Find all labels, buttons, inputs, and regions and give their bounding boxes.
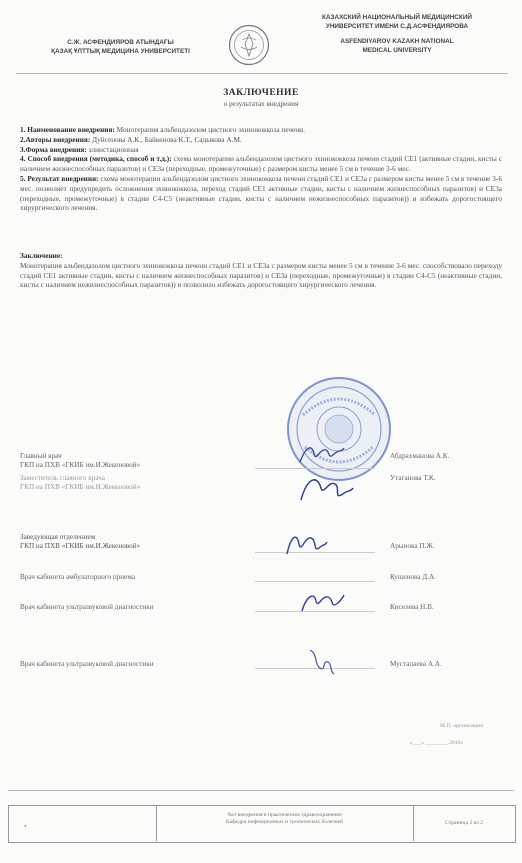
implementation-details — [20, 125, 502, 213]
item-form: 3.Форма внедрения: злинстационная — [20, 144, 139, 154]
stamp-place-label: М.П. организации — [440, 723, 484, 729]
item-method: 4. Способ внедрения (методика, способ и т.д.): схема монотерапии альбендазолом цистного эхинококкоза печени стадий CE1 (активные стадии, кисты с наличием жизнеспособных паразитов) и CE3a (переходные, промежуточные) с размером кисты менее 5 см в течение 3-6 мес. — [20, 154, 502, 174]
signatory-name-3: Арынова П.Ж. — [390, 542, 435, 550]
handwritten-signature-1 — [296, 440, 346, 470]
footer-page-number: Страница 2 из 2 — [445, 820, 483, 826]
footer-cell-middle — [156, 805, 414, 841]
conclusion-heading: Заключение: — [20, 251, 63, 260]
signatory-position-3: Заведующая отделением ГКП на ПХВ «ГКИБ им.И.Жекеновой» — [20, 533, 141, 550]
footer-divider — [8, 790, 514, 791]
handwritten-signature-6 — [300, 642, 340, 682]
handwritten-signature-2 — [295, 470, 355, 510]
header-right-line2: УНИВЕРСИТЕТ ИМЕНИ С.Д.АСФЕНДИЯРОВА — [325, 22, 469, 30]
signature-line-4 — [255, 581, 375, 582]
conclusion-text: Монотерапия альбендазолом цистного эхинококкоза печени стадий CE1 и CE3a с размером кисты менее 5 см в течение 3-6 мес. способствовало переходу стадий CE1 активные стадии, кисты с наличием жизнеспособных паразитов) и CE3a (переходные, промежуточные) в стадии C4-C5 (неактивные стадии, кисты с наличием нежизнеспособных паразитов)) и позволило избежать дорогостоящего хирургического лечения. — [20, 260, 502, 290]
signatory-position-2: Заместитель главного врача ГКП на ПХВ «ГКИБ им.И.Жекеновой» — [20, 474, 141, 491]
item-result: 5. Результат внедрения: схема монотерапии альбендазолом цистного эхинококкоза печени стадий CE1 и CE3a с размером кисты менее 5 см в течение 3-6 мес. позволяет предупредить осложнения эхинококкоза, переход стадий CE1 активные стадии, кисты с наличием жизнеспособных паразитов) и CE3a (переходные, промежуточные) в стадии C4-C5 (неактивные стадии, кисты с наличием нежизнеспособных паразитов)) и избежать дорогостоящего хирургического лечения. — [20, 173, 502, 213]
header-left-line1: С.Ж. АСФЕНДИЯРОВ АТЫНДАҒЫ — [67, 39, 174, 46]
signatory-position-1: Главный врач ГКП на ПХВ «ГКИБ им.И.Жекеновой» — [20, 452, 141, 469]
signatory-position-4: Врач кабинета амбулаторного приема — [20, 573, 136, 581]
document-title: ЗАКЛЮЧЕНИЕ — [223, 88, 299, 98]
signatory-name-6: Мустапаева А.А. — [390, 660, 442, 668]
signatory-position-5: Врач кабинета ультразвуковой диагностики — [20, 603, 154, 611]
footer-middle-line2: Кафедра инфекционных и тропических болезней — [225, 819, 344, 825]
signatory-name-4: Кушенова Д.А. — [390, 573, 436, 581]
header-right-line3: ASFENDIYAROV KAZAKH NATIONAL — [340, 38, 454, 45]
header-right-russian-english — [286, 14, 508, 55]
header-left-kazakh — [18, 38, 223, 56]
signatory-name-2: Утаганова Т.К. — [390, 474, 436, 482]
conclusion-section — [20, 251, 502, 290]
footer-middle-line1: Акт внедрения в практическое здравоохранение — [227, 812, 342, 818]
handwritten-signature-3 — [283, 530, 329, 560]
header-divider — [16, 73, 508, 74]
university-emblem-icon — [228, 24, 270, 66]
signatory-position-6: Врач кабинета ультразвуковой диагностики — [20, 660, 154, 668]
document-subtitle: о результатах внедрения — [223, 100, 299, 108]
header-left-line2: ҚАЗАҚ ҰЛТТЫҚ МЕДИЦИНА УНИВЕРСИТЕТІ — [51, 48, 190, 55]
handwritten-signature-5 — [296, 585, 346, 617]
footer-cell-left — [8, 805, 157, 841]
signatory-name-5: Киселева Н.В. — [390, 603, 434, 611]
item-name: 1. Наименование внедрения: Монотерапия альбендазолом цистного эхинококкоза печени. — [20, 125, 305, 134]
signatory-name-1: Абдрахманова А.К. — [390, 452, 450, 460]
item-authors: 2.Авторы внедрения: Дуйсенова А.К., Байкенова К.Т., Садыкова А.М. — [20, 134, 242, 144]
date-line: «___» ________ 2016г. — [410, 740, 464, 746]
header-right-line4: MEDICAL UNIVERSITY — [362, 46, 432, 54]
footer-mark: • — [24, 822, 27, 831]
header-right-line1: КАЗАХСКИЙ НАЦИОНАЛЬНЫЙ МЕДИЦИНСКИЙ — [321, 14, 473, 21]
